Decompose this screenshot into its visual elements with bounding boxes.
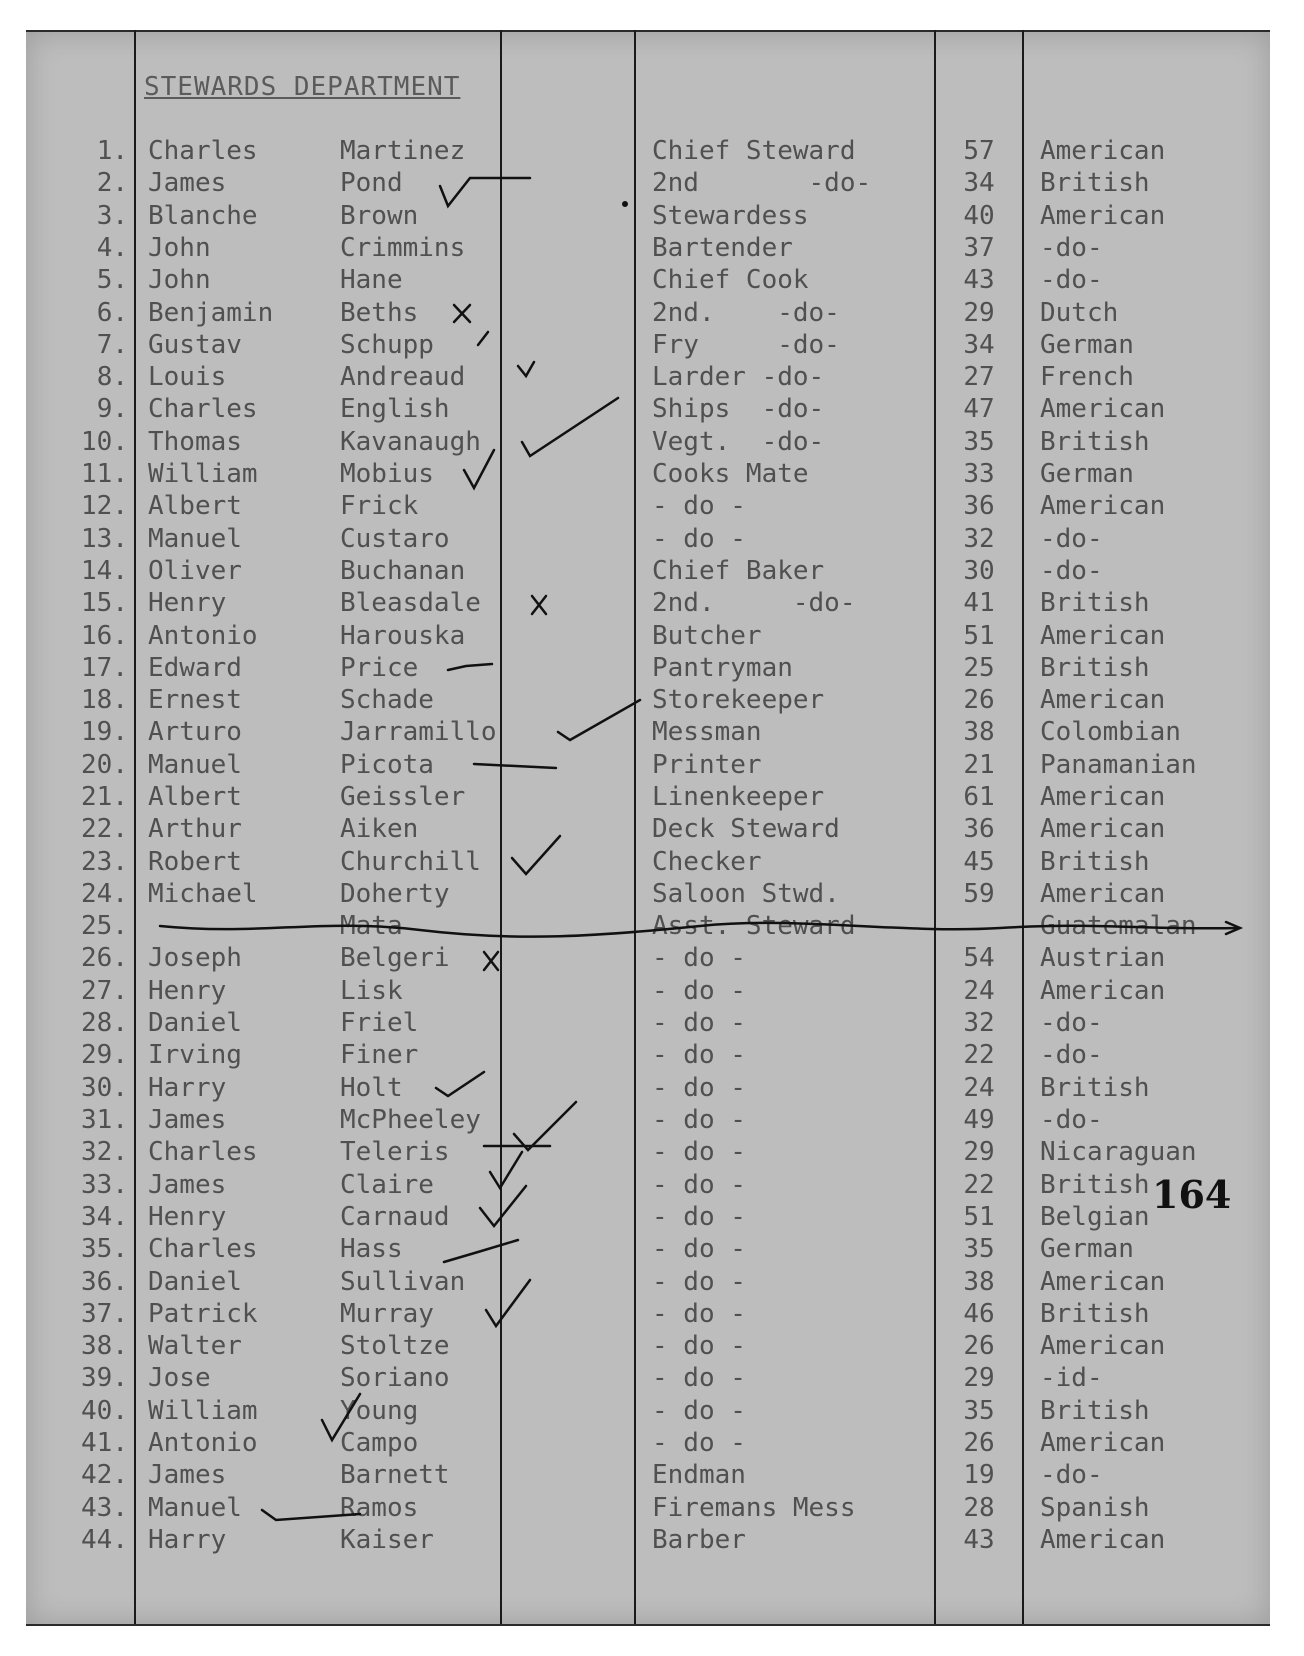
nationality: British	[1040, 427, 1150, 457]
age: 33	[963, 459, 995, 489]
position: - do -	[652, 1267, 746, 1297]
row-number: 33.	[81, 1170, 128, 1200]
first-name: James	[148, 168, 227, 198]
strike-through-line	[160, 923, 1238, 937]
first-name: Arturo	[148, 717, 242, 747]
row-number: 21.	[81, 782, 128, 812]
nationality: German	[1040, 459, 1134, 489]
position: Linenkeeper	[652, 782, 825, 812]
first-name: Joseph	[148, 943, 242, 973]
position: Butcher	[652, 621, 762, 651]
age: 24	[963, 976, 995, 1006]
position: - do -	[652, 1073, 746, 1103]
last-name: Carnaud	[340, 1202, 450, 1232]
nationality: German	[1040, 1234, 1134, 1264]
age: 35	[963, 427, 995, 457]
age: 29	[963, 298, 995, 328]
nationality: -do-	[1040, 556, 1103, 586]
check-mark	[486, 1280, 530, 1326]
row-number: 19.	[81, 717, 128, 747]
last-name: Belgeri	[340, 943, 450, 973]
check-mark	[464, 450, 494, 488]
row-number: 29.	[81, 1040, 128, 1070]
last-name: Churchill	[340, 847, 481, 877]
position: - do -	[652, 1234, 746, 1264]
row-number: 37.	[81, 1299, 128, 1329]
section-heading: STEWARDS DEPARTMENT	[144, 72, 461, 102]
age: 36	[963, 814, 995, 844]
row-number: 35.	[81, 1234, 128, 1264]
row-number: 15.	[81, 588, 128, 618]
last-name: Hass	[340, 1234, 403, 1264]
age: 51	[963, 1202, 995, 1232]
first-name: Benjamin	[148, 298, 274, 328]
position: - do -	[652, 1008, 746, 1038]
first-name: Oliver	[148, 556, 242, 586]
nationality: American	[1040, 814, 1166, 844]
position: 2nd -do-	[652, 168, 872, 198]
position: Vegt. -do-	[652, 427, 825, 457]
row-number: 41.	[81, 1428, 128, 1458]
age: 26	[963, 1428, 995, 1458]
first-name: Michael	[148, 879, 258, 909]
row-number: 6.	[96, 298, 128, 328]
nationality: American	[1040, 879, 1166, 909]
row-number: 39.	[81, 1363, 128, 1393]
last-name: Ramos	[340, 1493, 419, 1523]
position: Storekeeper	[652, 685, 825, 715]
position: Endman	[652, 1460, 746, 1490]
first-name: James	[148, 1105, 227, 1135]
first-name: Harry	[148, 1073, 227, 1103]
nationality: British	[1040, 1299, 1150, 1329]
age: 43	[963, 265, 995, 295]
last-name: English	[340, 394, 450, 424]
nationality: -do-	[1040, 265, 1103, 295]
age: 27	[963, 362, 995, 392]
nationality: British	[1040, 1170, 1150, 1200]
position: Messman	[652, 717, 762, 747]
age: 45	[963, 847, 995, 877]
position: Saloon Stwd.	[652, 879, 840, 909]
last-name: Young	[340, 1396, 419, 1426]
nationality: American	[1040, 685, 1166, 715]
row-number: 1.	[96, 136, 128, 166]
last-name: McPheeley	[340, 1105, 481, 1135]
nationality: British	[1040, 1396, 1150, 1426]
nationality: -do-	[1040, 524, 1103, 554]
last-name: Brown	[340, 201, 419, 231]
first-name: Gustav	[148, 330, 242, 360]
check-mark	[512, 836, 560, 874]
position: 2nd. -do-	[652, 298, 840, 328]
nationality: Austrian	[1040, 943, 1166, 973]
first-name: William	[148, 459, 258, 489]
age: 38	[963, 1267, 995, 1297]
last-name: Pond	[340, 168, 403, 198]
last-name: Murray	[340, 1299, 434, 1329]
row-number: 38.	[81, 1331, 128, 1361]
nationality: British	[1040, 1073, 1150, 1103]
position: - do -	[652, 491, 746, 521]
position: Larder -do-	[652, 362, 825, 392]
position: - do -	[652, 1299, 746, 1329]
first-name: Albert	[148, 782, 242, 812]
first-name: Edward	[148, 653, 242, 683]
last-name: Harouska	[340, 621, 466, 651]
age: 57	[963, 136, 995, 166]
row-number: 20.	[81, 750, 128, 780]
last-name: Soriano	[340, 1363, 450, 1393]
last-name: Price	[340, 653, 419, 683]
last-name: Kaiser	[340, 1525, 434, 1555]
row-number: 28.	[81, 1008, 128, 1038]
first-name: Robert	[148, 847, 242, 877]
nationality: Spanish	[1040, 1493, 1150, 1523]
first-name: John	[148, 233, 211, 263]
age: 36	[963, 491, 995, 521]
last-name: Stoltze	[340, 1331, 450, 1361]
position: Checker	[652, 847, 762, 877]
nationality: Guatemalan	[1040, 911, 1197, 941]
nationality: American	[1040, 1525, 1166, 1555]
age: 47	[963, 394, 995, 424]
first-name: Manuel	[148, 524, 242, 554]
first-name: Henry	[148, 976, 227, 1006]
first-name: Albert	[148, 491, 242, 521]
row-number: 31.	[81, 1105, 128, 1135]
row-number: 13.	[81, 524, 128, 554]
last-name: Campo	[340, 1428, 419, 1458]
last-name: Buchanan	[340, 556, 466, 586]
row-number: 23.	[81, 847, 128, 877]
nationality: American	[1040, 201, 1166, 231]
nationality: German	[1040, 330, 1134, 360]
row-number: 11.	[81, 459, 128, 489]
first-name: John	[148, 265, 211, 295]
row-number: 17.	[81, 653, 128, 683]
nationality: American	[1040, 491, 1166, 521]
age: 26	[963, 1331, 995, 1361]
x-mark	[454, 305, 470, 322]
nationality: -do-	[1040, 1105, 1103, 1135]
row-number: 10.	[81, 427, 128, 457]
row-number: 30.	[81, 1073, 128, 1103]
age: 51	[963, 621, 995, 651]
first-name: Arthur	[148, 814, 242, 844]
row-number: 32.	[81, 1137, 128, 1167]
check-mark	[514, 1102, 576, 1150]
position: Chief Baker	[652, 556, 825, 586]
last-name: Andreaud	[340, 362, 466, 392]
age: 59	[963, 879, 995, 909]
ink-dot	[622, 201, 628, 207]
check-mark	[522, 398, 618, 456]
nationality: -do-	[1040, 1040, 1103, 1070]
first-name: Charles	[148, 1137, 258, 1167]
first-name: Antonio	[148, 1428, 258, 1458]
position: Ships -do-	[652, 394, 825, 424]
nationality: British	[1040, 168, 1150, 198]
nationality: American	[1040, 1428, 1166, 1458]
row-number: 43.	[81, 1493, 128, 1523]
row-number: 16.	[81, 621, 128, 651]
last-name: Lisk	[340, 976, 403, 1006]
check-mark	[490, 1152, 522, 1188]
row-number: 12.	[81, 491, 128, 521]
age: 46	[963, 1299, 995, 1329]
row-number: 26.	[81, 943, 128, 973]
first-name: Blanche	[148, 201, 258, 231]
age: 34	[963, 168, 995, 198]
position: Stewardess	[652, 201, 809, 231]
first-name: Henry	[148, 588, 227, 618]
last-name: Teleris	[340, 1137, 450, 1167]
position: Bartender	[652, 233, 793, 263]
age: 43	[963, 1525, 995, 1555]
x-mark	[484, 952, 498, 970]
last-name: Jarramillo	[340, 717, 497, 747]
last-name: Schupp	[340, 330, 434, 360]
nationality: American	[1040, 1331, 1166, 1361]
nationality: Dutch	[1040, 298, 1119, 328]
x-mark	[532, 596, 546, 614]
row-number: 8.	[96, 362, 128, 392]
underline-mark	[474, 764, 556, 768]
age: 32	[963, 1008, 995, 1038]
first-name: Antonio	[148, 621, 258, 651]
age: 32	[963, 524, 995, 554]
position: - do -	[652, 524, 746, 554]
last-name: Hane	[340, 265, 403, 295]
last-name: Crimmins	[340, 233, 466, 263]
tick-mark	[448, 664, 492, 670]
first-name: Patrick	[148, 1299, 258, 1329]
age: 26	[963, 685, 995, 715]
first-name: Charles	[148, 136, 258, 166]
age: 38	[963, 717, 995, 747]
nationality: American	[1040, 976, 1166, 1006]
first-name: Harry	[148, 1525, 227, 1555]
nationality: Belgian	[1040, 1202, 1150, 1232]
last-name: Geissler	[340, 782, 466, 812]
check-mark	[436, 1072, 484, 1096]
nationality: -do-	[1040, 233, 1103, 263]
position: Barber	[652, 1525, 746, 1555]
first-name: James	[148, 1170, 227, 1200]
position: - do -	[652, 1170, 746, 1200]
tick-mark	[518, 362, 534, 376]
last-name: Martinez	[340, 136, 466, 166]
nationality: British	[1040, 588, 1150, 618]
position: Chief Steward	[652, 136, 856, 166]
position: Chief Cook	[652, 265, 809, 295]
nationality: American	[1040, 394, 1166, 424]
position: Firemans Mess	[652, 1493, 856, 1523]
row-number: 24.	[81, 879, 128, 909]
age: 61	[963, 782, 995, 812]
row-number: 5.	[96, 265, 128, 295]
nationality: French	[1040, 362, 1134, 392]
nationality: -id-	[1040, 1363, 1103, 1393]
check-mark	[558, 700, 640, 740]
row-number: 3.	[96, 201, 128, 231]
position: - do -	[652, 1428, 746, 1458]
age: 35	[963, 1234, 995, 1264]
first-name: Manuel	[148, 750, 242, 780]
last-name: Holt	[340, 1073, 403, 1103]
check-mark	[440, 178, 530, 206]
age: 28	[963, 1493, 995, 1523]
first-name: Henry	[148, 1202, 227, 1232]
row-number: 22.	[81, 814, 128, 844]
tick-mark	[444, 1240, 518, 1262]
nationality: -do-	[1040, 1008, 1103, 1038]
position: Printer	[652, 750, 762, 780]
row-number: 18.	[81, 685, 128, 715]
position: - do -	[652, 1137, 746, 1167]
last-name: Finer	[340, 1040, 419, 1070]
nationality: Panamanian	[1040, 750, 1197, 780]
page-number-stamp: 164	[1152, 1172, 1232, 1217]
nationality: British	[1040, 847, 1150, 877]
last-name: Barnett	[340, 1460, 450, 1490]
age: 35	[963, 1396, 995, 1426]
nationality: American	[1040, 782, 1166, 812]
age: 41	[963, 588, 995, 618]
row-number: 25.	[81, 911, 128, 941]
row-number: 2.	[96, 168, 128, 198]
age: 37	[963, 233, 995, 263]
position: - do -	[652, 1105, 746, 1135]
check-mark	[322, 1394, 360, 1440]
last-name: Beths	[340, 298, 419, 328]
position: - do -	[652, 1363, 746, 1393]
position: Cooks Mate	[652, 459, 809, 489]
nationality: American	[1040, 136, 1166, 166]
position: - do -	[652, 1331, 746, 1361]
age: 29	[963, 1363, 995, 1393]
age: 22	[963, 1170, 995, 1200]
age: 40	[963, 201, 995, 231]
position: - do -	[652, 976, 746, 1006]
last-name: Sullivan	[340, 1267, 466, 1297]
last-name: Frick	[340, 491, 419, 521]
first-name: Manuel	[148, 1493, 242, 1523]
nationality: American	[1040, 1267, 1166, 1297]
last-name: Mata	[340, 911, 403, 941]
check-mark	[478, 332, 488, 345]
first-name: Daniel	[148, 1267, 242, 1297]
position: Pantryman	[652, 653, 793, 683]
nationality: British	[1040, 653, 1150, 683]
last-name: Mobius	[340, 459, 434, 489]
age: 34	[963, 330, 995, 360]
age: 54	[963, 943, 995, 973]
underline-mark	[262, 1510, 360, 1520]
row-number: 34.	[81, 1202, 128, 1232]
position: - do -	[652, 1202, 746, 1232]
check-mark	[480, 1186, 526, 1226]
position: Asst. Steward	[652, 911, 856, 941]
age: 21	[963, 750, 995, 780]
last-name: Schade	[340, 685, 434, 715]
row-number: 36.	[81, 1267, 128, 1297]
position: - do -	[652, 1040, 746, 1070]
first-name: Ernest	[148, 685, 242, 715]
last-name: Bleasdale	[340, 588, 481, 618]
last-name: Doherty	[340, 879, 450, 909]
last-name: Kavanaugh	[340, 427, 481, 457]
first-name: Thomas	[148, 427, 242, 457]
nationality: Nicaraguan	[1040, 1137, 1197, 1167]
first-name: Louis	[148, 362, 227, 392]
row-number: 9.	[96, 394, 128, 424]
age: 30	[963, 556, 995, 586]
last-name: Claire	[340, 1170, 434, 1200]
first-name: Daniel	[148, 1008, 242, 1038]
nationality: American	[1040, 621, 1166, 651]
row-number: 42.	[81, 1460, 128, 1490]
position: Fry -do-	[652, 330, 840, 360]
last-name: Friel	[340, 1008, 419, 1038]
last-name: Picota	[340, 750, 434, 780]
nationality: Colombian	[1040, 717, 1181, 747]
last-name: Aiken	[340, 814, 419, 844]
first-name: James	[148, 1460, 227, 1490]
position: Deck Steward	[652, 814, 840, 844]
first-name: William	[148, 1396, 258, 1426]
row-number: 44.	[81, 1525, 128, 1555]
first-name: Irving	[148, 1040, 242, 1070]
age: 22	[963, 1040, 995, 1070]
row-number: 14.	[81, 556, 128, 586]
row-number: 7.	[96, 330, 128, 360]
row-number: 4.	[96, 233, 128, 263]
row-number: 40.	[81, 1396, 128, 1426]
age: 29	[963, 1137, 995, 1167]
position: - do -	[652, 1396, 746, 1426]
first-name: Jose	[148, 1363, 211, 1393]
age: 19	[963, 1460, 995, 1490]
first-name: Charles	[148, 394, 258, 424]
last-name: Custaro	[340, 524, 450, 554]
position: - do -	[652, 943, 746, 973]
first-name: Charles	[148, 1234, 258, 1264]
nationality: -do-	[1040, 1460, 1103, 1490]
age: 49	[963, 1105, 995, 1135]
row-number: 27.	[81, 976, 128, 1006]
first-name: Walter	[148, 1331, 242, 1361]
age: 24	[963, 1073, 995, 1103]
position: 2nd. -do-	[652, 588, 856, 618]
age: 25	[963, 653, 995, 683]
